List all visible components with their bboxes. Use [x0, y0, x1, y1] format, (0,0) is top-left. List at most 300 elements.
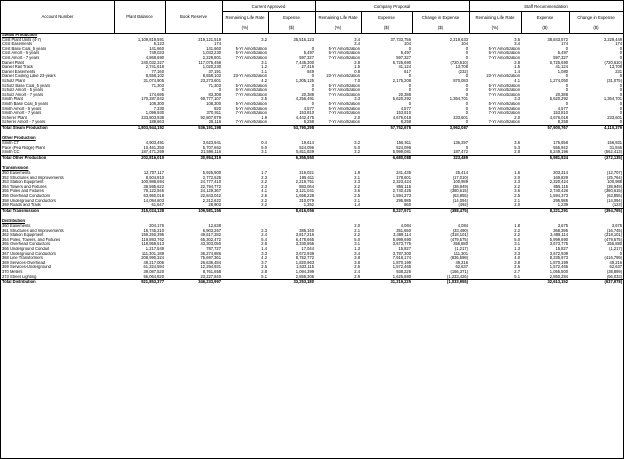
cell-cp-change: 0: [465, 111, 468, 116]
cell-sr-rate: 2.3: [514, 180, 520, 185]
cell-ca-rate: 7-Yr Amortization: [235, 92, 267, 97]
cell-plant-balance: 61,647: [151, 203, 164, 208]
cell-book-reserve: 12,294,931: [200, 265, 221, 270]
cell-cp-expense: 20,388: [398, 92, 411, 97]
cell-account: Crist Plant Units (4-7): [2, 37, 42, 42]
cell-ca-rate: 2.8: [261, 269, 267, 274]
cell-cp-rate: 2.0: [354, 223, 360, 228]
cell-sr-rate: 4.1: [514, 78, 520, 83]
cell-sr-expense: 4,676,018: [549, 115, 568, 120]
cell-account: Scherer Plant: [2, 115, 27, 120]
cell-cp-rate: [315, 280, 361, 285]
cell-sr-change: 62,637: [609, 265, 623, 270]
cell-sr-expense: 5,249,196: [549, 150, 568, 155]
cell-book-reserve: 117,075,458: [198, 60, 221, 65]
cell-account: 353 Station Equipment: [2, 180, 44, 185]
cell-ca-expense: 4,256,491: [295, 97, 314, 102]
cell-cp-change: 323,489: [412, 155, 469, 160]
cell-sr-rate: 1.8: [514, 223, 520, 228]
cell-sr-expense: 0: [565, 74, 568, 79]
cell-sr-expense: 295,985: [553, 198, 568, 203]
cell-sr-expense: 2,320,424: [549, 180, 568, 185]
cell-cp-change: (1,233,426): [447, 274, 468, 279]
cell-sr-expense: 1,080: [557, 69, 568, 74]
cell-plant-balance: 78,122,945: [143, 189, 164, 194]
cell-cp-rate: 5-Yr Amortization: [328, 51, 360, 56]
cell-cp-rate: 2.0: [354, 115, 360, 120]
cell-sr-rate: 3.5: [514, 37, 520, 42]
cell-ca-expense: 17,044: [301, 246, 314, 251]
cell-book-reserve: 69,777,107: [200, 97, 221, 102]
cell-plant-balance: 233,803,938: [141, 115, 164, 120]
cell-book-reserve: 75,697,361: [200, 256, 221, 261]
cell-book-reserve: 536,191,198: [165, 125, 222, 130]
cell-sr-expense: 1,870,199: [549, 260, 568, 265]
cell-ca-expense: 1,658,228: [295, 194, 314, 198]
cell-book-reserve: 65,302,472: [200, 237, 221, 242]
cell-ca-expense: 597,327: [299, 55, 314, 60]
cell-sr-expense: 8,335,973: [549, 256, 568, 261]
cell-cp-rate: 3.4: [354, 251, 360, 256]
cell-sr-expense: 0: [565, 88, 568, 93]
cell-cp-rate: 5-Yr Amortization: [328, 46, 360, 51]
cell-sr-rate: 1.5: [514, 65, 520, 70]
cell-ca-expense: 3,330,866: [295, 242, 314, 247]
cell-ca-expense: 8,752,772: [295, 256, 314, 261]
cell-plant-balance: 63,950,018: [143, 194, 164, 198]
cell-plant-balance: 4,903,491: [145, 141, 164, 146]
cell-ca-expense: 0: [311, 88, 314, 93]
cell-sr-change: 1,364,701: [603, 97, 623, 102]
cell-sr-expense: 555,942: [553, 145, 568, 150]
cell-cp-expense: 57,752,675: [361, 125, 412, 130]
cell-cp-expense: 524,096: [396, 145, 411, 150]
cell-sr-change: (56,033): [606, 274, 623, 279]
cell-cp-expense: 241,435: [396, 171, 411, 176]
cell-ca-rate: 1.2: [261, 65, 267, 70]
unit-sr-rate: (%): [491, 25, 499, 30]
cell-account: 355 Poles and Fixtures: [2, 189, 44, 194]
cell-sr-change: 0: [619, 51, 623, 56]
cell-plant-balance: 208,990,324: [141, 256, 164, 261]
cell-ca-rate: 1.4: [261, 246, 267, 251]
cell-cp-rate: 3.2: [354, 141, 360, 146]
cell-cp-change: 870,083: [453, 78, 468, 83]
header-ca-rate: Remaining Life Rate: [225, 15, 265, 20]
cell-cp-rate: 3.8: [354, 260, 360, 265]
cell-cp-expense: 37,733,756: [390, 37, 411, 42]
cell-cp-change: 111,301: [453, 251, 468, 256]
cell-cp-rate: 5-Yr Amortization: [328, 101, 360, 106]
cell-account: Smith Base Coal_5 years: [2, 101, 49, 106]
cell-ca-rate: 1.1: [261, 69, 267, 74]
cell-sr-rate: 2.2: [514, 233, 520, 238]
cell-cp-change: 1,364,701: [449, 97, 468, 102]
cell-sr-rate: 1.3: [514, 246, 520, 251]
cell-cp-change: 0: [465, 74, 468, 79]
cell-ca-expense: 153,810: [299, 111, 314, 116]
cell-sr-change: 100,988: [607, 180, 623, 185]
cell-cp-change: 4,084: [457, 223, 468, 228]
cell-ca-rate: 2.3: [261, 228, 267, 233]
cell-book-reserve: 30,954,319: [165, 155, 222, 160]
cell-book-reserve: 71,303: [208, 83, 221, 88]
cell-sr-rate: 5-Yr Amortization: [488, 51, 520, 56]
section-title: Transmission: [2, 166, 29, 171]
cell-sr-expense: 0: [565, 46, 568, 51]
cell-cp-change: 2,219,633: [449, 37, 468, 42]
cell-ca-expense: 8,616,056: [268, 208, 315, 213]
cell-cp-expense: 0: [408, 74, 411, 79]
cell-sr-expense: 3,489,114: [550, 233, 568, 238]
cell-cp-rate: 3.4: [354, 37, 360, 42]
cell-book-reserve: 83,308: [208, 92, 221, 97]
cell-sr-rate: 3.3: [514, 97, 520, 102]
cell-cp-expense: 4,676,018: [392, 115, 411, 120]
cell-sr-change: (416,799): [604, 256, 623, 261]
header-sr-rate: Remaining Life Rate: [475, 15, 515, 20]
cell-account: Total Steam Production: [1, 125, 114, 130]
cell-plant-balance: 61,324,594: [143, 265, 164, 270]
cell-sr-rate: 7-Yr Amortization: [488, 120, 520, 125]
cell-account: 370 Meters: [2, 269, 23, 274]
cell-plant-balance: 16,745,210: [143, 228, 164, 233]
cell-ca-rate: 3.2: [261, 37, 267, 42]
cell-cp-rate: 2.8: [354, 60, 360, 65]
cell-cp-expense: 938,226: [396, 269, 411, 274]
cell-sr-rate: 23-Yr Amortization: [486, 74, 520, 79]
cell-plant-balance: 202,816,010: [114, 155, 165, 160]
cell-sr-change: 0: [619, 111, 623, 116]
header-cp-rate: Remaining Life Rate: [318, 15, 358, 20]
cell-plant-balance: 159,250,396: [141, 233, 164, 238]
cell-cp-expense: 156,911: [396, 141, 411, 146]
cell-sr-expense: 597,327: [553, 55, 568, 60]
cell-book-reserve: 5,707,662: [202, 145, 221, 150]
cell-sr-change: (38,949): [606, 184, 623, 189]
cell-ca-rate: 3.7: [261, 260, 267, 265]
cell-cp-change: 136,297: [453, 141, 468, 146]
cell-sr-rate: [469, 280, 521, 285]
cell-cp-rate: 2.9: [354, 274, 360, 279]
cell-cp-change: 187,472: [453, 150, 468, 155]
cell-sr-rate: 3.6: [514, 189, 520, 194]
cell-ca-rate: 2.5: [261, 97, 267, 102]
cell-sr-change: (372,135): [569, 155, 623, 160]
cell-sr-change: (12,707): [606, 171, 623, 176]
cell-ca-expense: 5,811,839: [296, 150, 314, 155]
unit-sr-expense: ($): [542, 25, 548, 30]
cell-ca-expense: 1,094,399: [295, 269, 314, 274]
cell-ca-expense: 6,478,665: [295, 237, 314, 242]
cell-sr-expense: 8,221,291: [521, 208, 569, 213]
cell-sr-rate: 5-Yr Amortization: [488, 101, 520, 106]
cell-plant-balance: 0: [161, 88, 164, 93]
unit-cp-expense: ($): [383, 25, 390, 30]
cell-sr-expense: 855,115: [553, 184, 568, 189]
cell-ca-expense: 195,611: [299, 175, 314, 180]
cell-account: Crist Base Coal_5 years: [2, 46, 47, 51]
cell-cp-rate: 7-Yr Amortization: [328, 120, 360, 125]
cell-ca-expense: 4,442,475: [295, 115, 314, 120]
cell-account: Scholz Plant: [2, 78, 25, 83]
cell-sr-change: 31,846: [609, 145, 623, 150]
cell-cp-rate: 5-Yr Amortization: [328, 106, 360, 111]
cell-account: Total Other Production: [1, 155, 114, 160]
cell-sr-change: 0: [619, 55, 623, 60]
cell-sr-rate: 7-Yr Amortization: [488, 111, 520, 116]
cell-ca-expense: 0: [311, 74, 314, 79]
cell-book-reserve: 22,843,042: [200, 194, 221, 198]
cell-sr-change: (637,978): [569, 280, 623, 285]
cell-cp-change: 0: [465, 92, 468, 97]
cell-cp-rate: 2.3: [354, 180, 360, 185]
cell-sr-expense: 203,314: [553, 171, 568, 176]
cell-sr-change: 0: [619, 46, 623, 51]
cell-sr-change: 156,931: [607, 141, 623, 146]
cell-cp-expense: 2,323,424: [392, 180, 411, 185]
cell-account: Crist Amort - 7 years: [2, 55, 40, 60]
cell-sr-rate: 2.2: [514, 228, 520, 233]
cell-cp-expense: 5,620,292: [392, 97, 411, 102]
cell-sr-expense: 3,672,939: [549, 251, 568, 256]
cell-book-reserve: 43,303,050: [200, 242, 221, 247]
cell-ca-rate: 1.9: [261, 115, 267, 120]
cell-ca-rate: 3.3: [261, 251, 267, 256]
cell-cp-expense: 6,725,690: [392, 60, 411, 65]
cell-ca-expense: 3,817,216: [295, 233, 314, 238]
cell-account: Scholz Amort - 5 years: [2, 88, 44, 93]
cell-cp-change: (232): [458, 69, 468, 74]
cell-cp-expense: 1,625,880: [392, 274, 411, 279]
cell-cp-rate: 2.2: [354, 233, 360, 238]
cell-sr-rate: 2.0: [514, 115, 520, 120]
cell-cp-expense: 4,084: [400, 223, 411, 228]
cell-sr-rate: 5-Yr Amortization: [488, 88, 520, 93]
cell-book-reserve: 24,777,410: [200, 180, 221, 185]
cell-cp-rate: 2.6: [354, 265, 360, 270]
cell-ca-rate: 5-Yr Amortization: [235, 101, 267, 106]
cell-sr-change: (31,075): [606, 78, 623, 83]
cell-plant-balance: 100,988,694: [141, 180, 164, 185]
cell-ca-rate: 5.1: [261, 274, 267, 279]
cell-sr-change: 0: [619, 88, 623, 93]
cell-book-reserve: 787,727: [206, 246, 221, 251]
cell-plant-balance: 39,087,520: [143, 269, 164, 274]
cell-plant-balance: 749,033: [149, 51, 164, 56]
cell-cp-change: (836,598): [450, 256, 468, 261]
cell-ca-expense: 524,096: [299, 145, 314, 150]
cell-ca-rate: 5-Yr Amortization: [235, 51, 267, 56]
header-staff-recommendation: Staff Recommendation: [524, 4, 568, 9]
cell-account: 362 Station Equipment: [2, 233, 44, 238]
cell-cp-change: 0: [465, 145, 468, 150]
cell-ca-rate: 4.2: [261, 78, 267, 83]
cell-cp-change: (63,855): [452, 194, 468, 198]
cell-ca-rate: 5-Yr Amortization: [235, 83, 267, 88]
cell-cp-change: 0: [465, 106, 468, 111]
cell-plant-balance: 204,176: [149, 223, 164, 228]
cell-account: 360 Easements: [2, 223, 31, 228]
cell-sr-rate: 3.4: [514, 42, 520, 47]
cell-book-reserve: 219,121,519: [198, 37, 221, 42]
cell-cp-change: (318,101): [450, 233, 468, 238]
cell-book-reserve: 22,794,772: [200, 184, 221, 189]
cell-book-reserve: 92,807,879: [200, 115, 221, 120]
cell-book-reserve: 108,300: [206, 101, 221, 106]
cell-account: Smith Plant: [2, 97, 23, 102]
cell-sr-rate: 2.8: [514, 150, 520, 155]
cell-ca-expense: 27,416: [301, 65, 314, 70]
cell-sr-expense: 1,594,373: [549, 194, 568, 198]
cell-account: Daniel Cooling Lake 23-years: [2, 74, 56, 79]
unit-cp-rate: (%): [334, 25, 342, 30]
cell-cp-change: (1,033,955): [412, 280, 469, 285]
cell-sr-expense: 4,577: [557, 106, 568, 111]
cell-cp-rate: 3.2: [354, 150, 360, 155]
unit-ca-expense: ($): [288, 25, 295, 30]
cell-cp-expense: 617: [404, 69, 411, 74]
cell-ca-expense: 35,516,123: [293, 37, 314, 42]
cell-ca-expense: 1,533,115: [296, 265, 314, 270]
cell-cp-change: 25,414: [455, 171, 468, 176]
cell-cp-expense: 7,918,174: [392, 256, 411, 261]
header-book-reserve: Book Reserve: [180, 14, 207, 19]
cell-cp-change: (479,575): [450, 237, 468, 242]
cell-sr-rate: 5.3: [514, 145, 520, 150]
cell-account: 354 Towers and Fixtures: [2, 184, 47, 189]
cell-cp-rate: 1.9: [354, 171, 360, 176]
cell-ca-rate: 4.2: [261, 256, 267, 261]
cell-book-reserve: 1,020,230: [202, 65, 221, 70]
cell-cp-rate: 5-Yr Amortization: [328, 83, 360, 88]
cell-cp-rate: 23-Yr Amortization: [326, 74, 360, 79]
cell-account: Crist Easements: [2, 42, 33, 47]
cell-cp-change: 3,962,087: [412, 125, 469, 130]
cell-book-reserve: 2,229,801: [202, 55, 221, 60]
cell-ca-expense: 0: [311, 101, 314, 106]
cell-sr-rate: 2.0: [514, 203, 520, 208]
cell-sr-expense: 38,843,572: [547, 37, 568, 42]
unit-cp-change: ($): [437, 25, 444, 30]
cell-sr-rate: 3.3: [514, 251, 520, 256]
cell-sr-expense: 1,055,500: [549, 269, 568, 274]
cell-cp-change: (156,371): [450, 269, 468, 274]
cell-account: 359 Roads and Trails: [2, 203, 41, 208]
cell-account: Scholz Base Coal_5 years: [2, 83, 51, 88]
cell-cp-rate: 5.0: [354, 237, 360, 242]
cell-ca-expense: 1,305,125: [295, 78, 314, 83]
cell-cp-expense: 3,489,114: [393, 233, 411, 238]
cell-cp-rate: 2.1: [354, 175, 360, 180]
cell-sr-rate: 7-Yr Amortization: [488, 92, 520, 97]
cell-ca-rate: 5-Yr Amortization: [235, 46, 267, 51]
section-title: Other Production: [2, 136, 36, 141]
cell-ca-expense: 5,497: [303, 51, 314, 56]
cell-sr-rate: 5.1: [514, 274, 520, 279]
cell-ca-rate: 7-Yr Amortization: [235, 55, 267, 60]
cell-cp-change: 0: [465, 51, 468, 56]
cell-sr-rate: 2.5: [514, 194, 520, 198]
cell-sr-rate: 1.6: [514, 171, 520, 176]
cell-sr-change: (562,413): [604, 150, 623, 155]
cell-sr-change: (380,615): [604, 189, 623, 194]
cell-sr-change: (479,575): [604, 237, 623, 242]
cell-ca-rate: 5-Yr Amortization: [235, 88, 267, 93]
cell-cp-expense: 1,572,465: [392, 265, 411, 270]
header-sr-change: Change in Expense: [577, 15, 615, 20]
cell-account: 358 Underground Conductors: [2, 198, 56, 203]
cell-ca-expense: 849: [307, 69, 314, 74]
cell-cp-rate: 5.0: [354, 145, 360, 150]
cell-sr-change: (720,610): [604, 60, 623, 65]
table-header: [1, 1, 623, 33]
cell-cp-rate: 3.8: [354, 256, 360, 261]
cell-cp-expense: 5,999,690: [392, 237, 411, 242]
cell-sr-change: (38,899): [606, 269, 623, 274]
cell-cp-expense: 2,175,208: [392, 78, 411, 83]
cell-cp-expense: 0: [408, 101, 411, 106]
cell-account: Scholz Amort - 7 years: [2, 92, 44, 97]
cell-sr-rate: 2.6: [514, 265, 520, 270]
cell-book-reserve: 37,191: [208, 69, 221, 74]
cell-sr-expense: 6,725,690: [549, 60, 568, 65]
cell-sr-expense: 1,572,465: [549, 265, 568, 270]
cell-account: Daniel Plant: [2, 60, 25, 65]
cell-account: Crist Amort - 5 years: [2, 51, 40, 56]
cell-cp-change: (1,217): [455, 246, 468, 251]
cell-ca-expense: 33,253,180: [268, 280, 315, 285]
cell-ca-expense: 0: [311, 83, 314, 88]
cell-plant-balance: 1,109,819,591: [137, 37, 164, 42]
cell-book-reserve: 12,638: [208, 223, 221, 228]
cell-plant-balance: 111,301,189: [141, 251, 164, 256]
cell-account: 352 Structures and Improvements: [2, 175, 64, 180]
cell-account: Smith Amort - 5 years: [2, 106, 42, 111]
cell-cp-rate: 3.6: [354, 189, 360, 194]
cell-ca-rate: 5.4: [261, 237, 267, 242]
cell-sr-expense: 1,239: [557, 203, 568, 208]
cell-sr-change: (123): [612, 203, 623, 208]
cell-ca-expense: 1,820,963: [295, 260, 314, 265]
cell-ca-expense: 3,121,041: [295, 189, 314, 194]
cell-sr-expense: 0: [565, 101, 568, 106]
cell-plant-balance: 315,024,128: [114, 208, 165, 213]
cell-sr-change: 0: [619, 74, 623, 79]
cell-cp-expense: 153,810: [396, 111, 411, 116]
cell-ca-rate: 1.7: [261, 171, 267, 176]
cell-cp-change: 355,880: [453, 242, 468, 247]
cell-sr-change: (1,217): [609, 246, 623, 251]
cell-ca-expense: 1,352: [303, 203, 314, 208]
cell-sr-change: (16,745): [606, 228, 623, 233]
cell-account: 369 Services-Overhead: [2, 260, 46, 265]
cell-sr-expense: 3,675: [557, 223, 568, 228]
cell-account: 366 Underground Conduit: [2, 246, 50, 251]
cell-cp-expense: 0: [408, 83, 411, 88]
cell-sr-change: 13,708: [609, 65, 623, 70]
cell-cp-expense: 0: [408, 88, 411, 93]
cell-plant-balance: 118,959,513: [141, 242, 164, 247]
cell-cp-expense: 4,577: [400, 106, 411, 111]
cell-cp-expense: 2,740,426: [392, 189, 411, 194]
cell-sr-expense: 174: [561, 42, 568, 47]
cell-book-reserve: 8,558,102: [202, 74, 221, 79]
cell-ca-expense: 53,790,298: [268, 125, 315, 130]
cell-book-reserve: 1,033,230: [202, 51, 221, 56]
cell-sr-expense: 8,258: [557, 120, 568, 125]
cell-cp-change: (17,010): [452, 175, 468, 180]
